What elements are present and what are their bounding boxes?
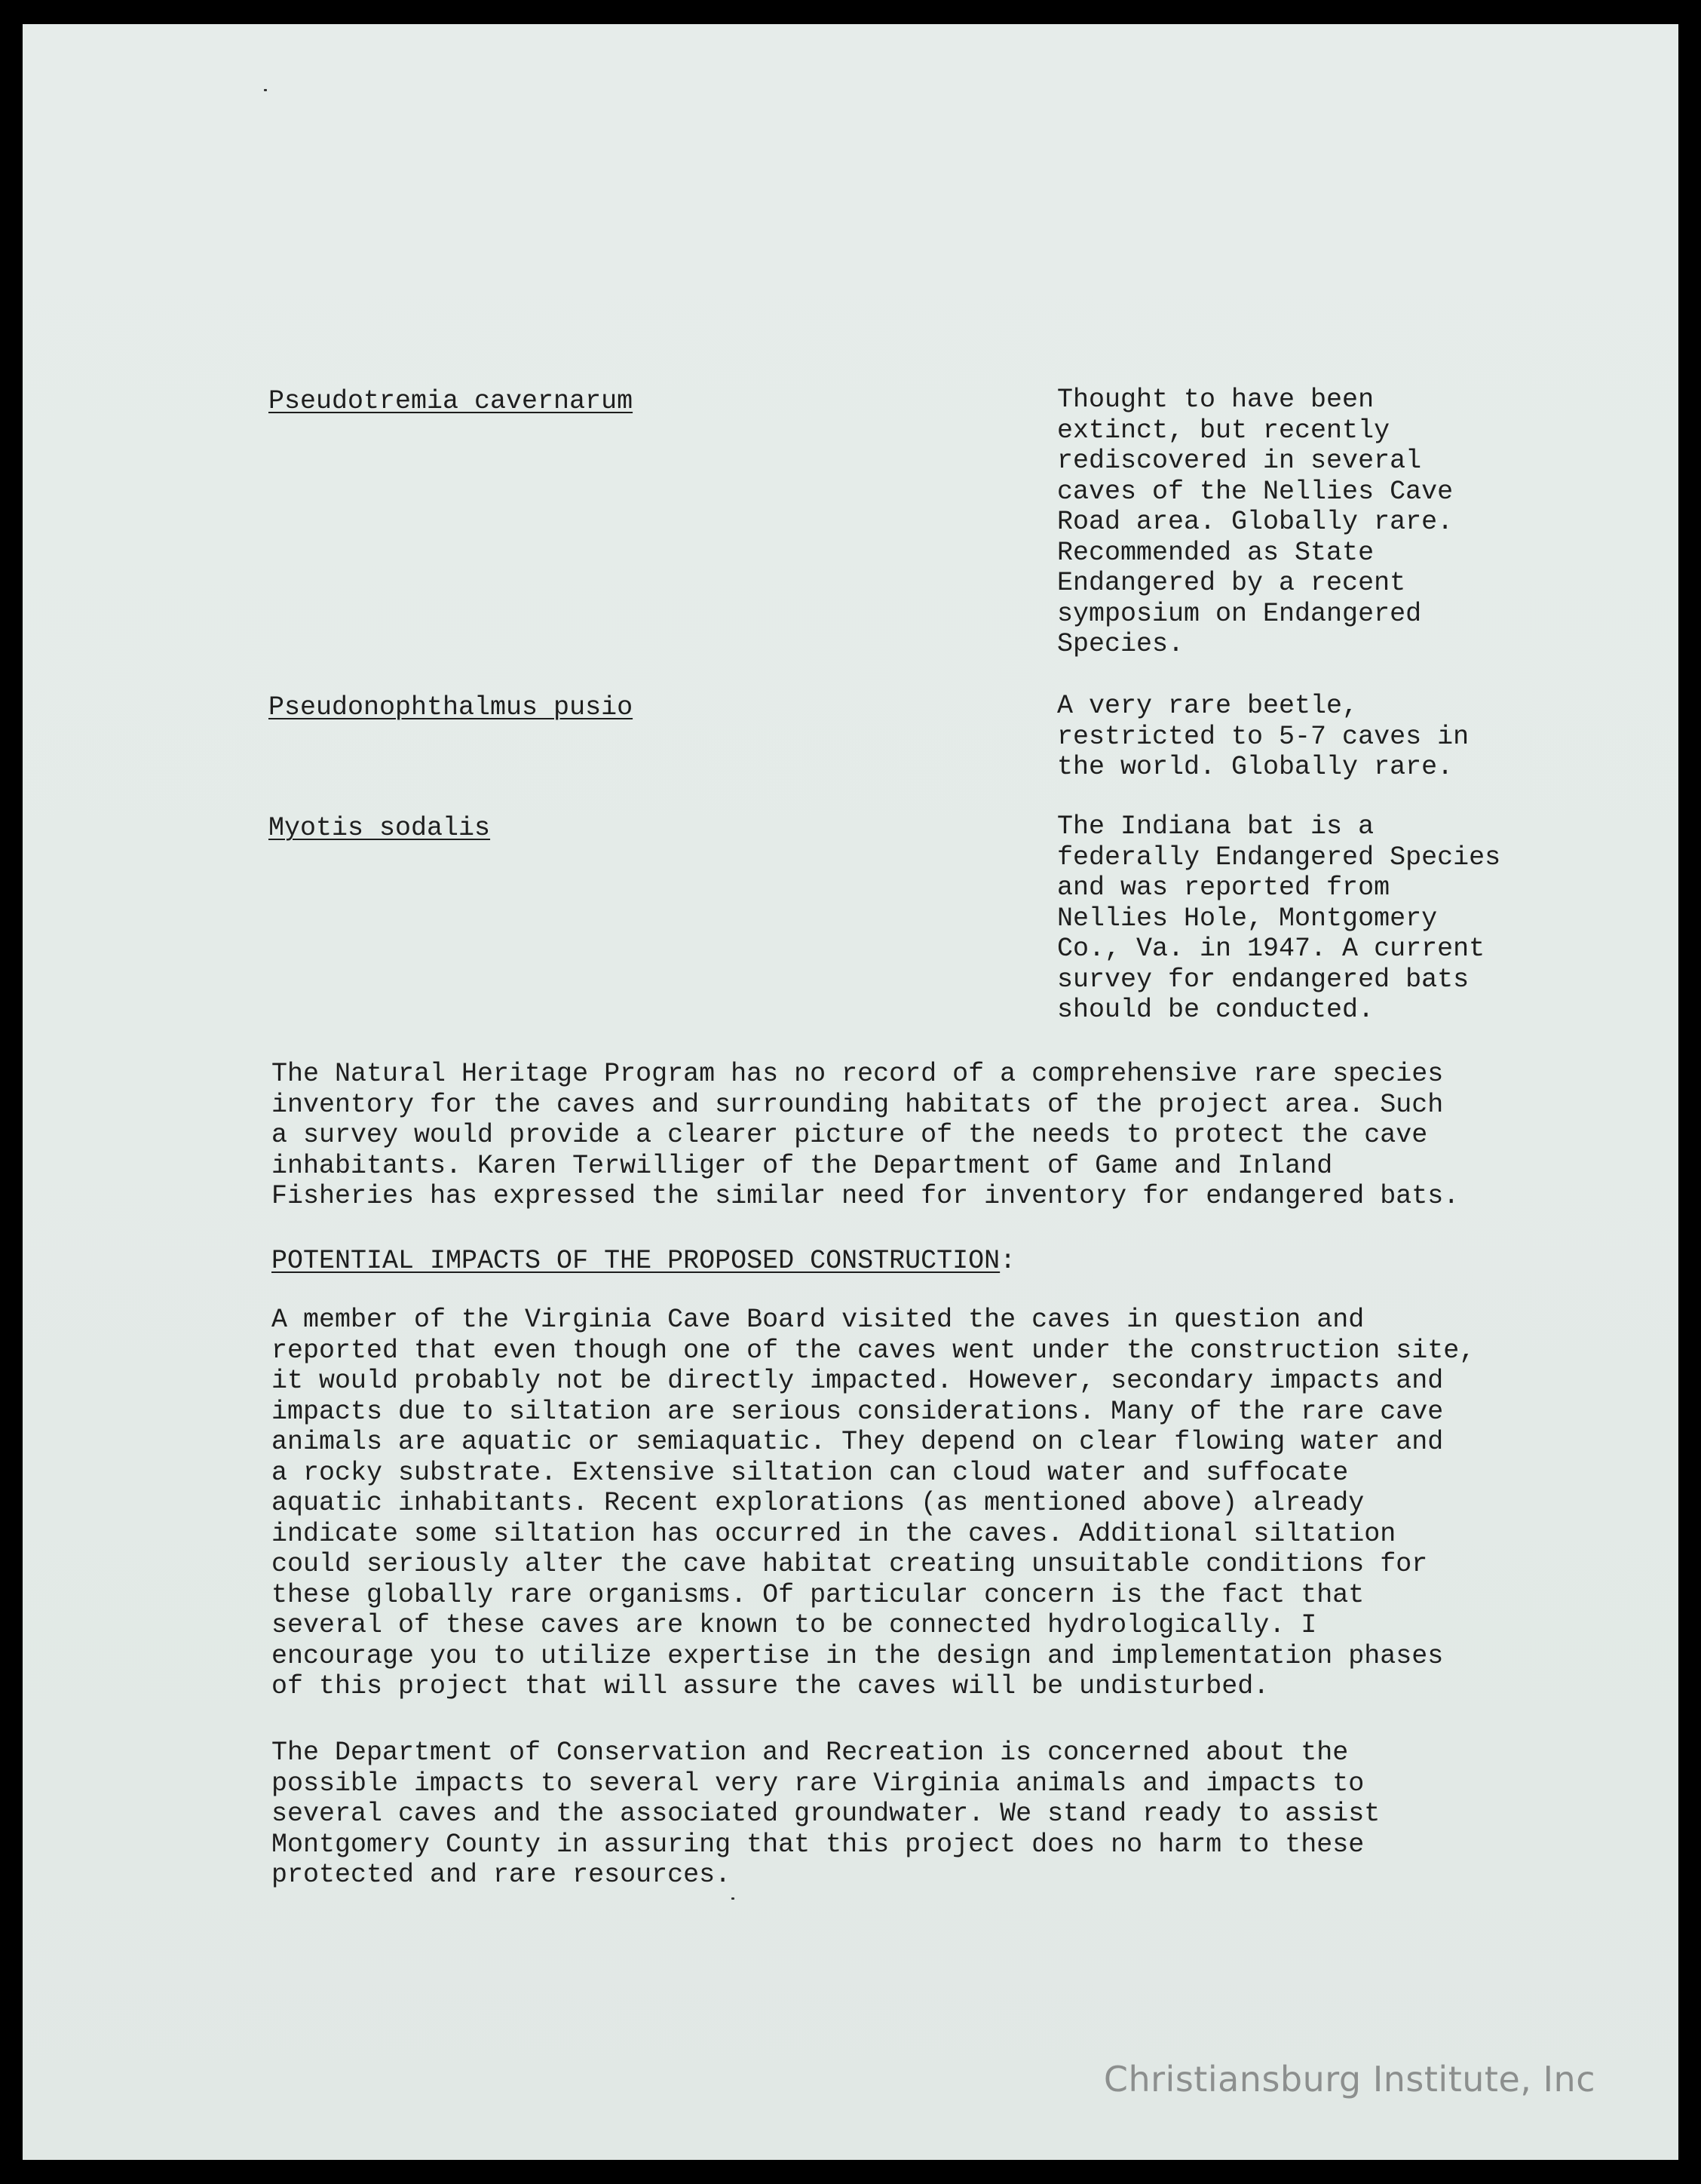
document-page (23, 24, 1678, 2160)
stray-ink-dot-top (264, 89, 267, 91)
watermark: Christiansburg Institute, Inc (1103, 2059, 1595, 2100)
impacts-heading (271, 1246, 1016, 1277)
species-note-myotis: The Indiana bat is a federally Endangered Species and was reported from Nellies Hole, Montgomery Co., Va. in 1947. A current survey for endangered bats should be conducted. (1057, 811, 1501, 1025)
inventory-paragraph: The Natural Heritage Program has no record of a comprehensive rare species inventory for the caves and surrounding habitats of the project area. Such a survey would provide a clearer picture of the needs to protect the cave inhabitants. Karen Terwilliger of the Department of Game and Inland Fisheries has expressed the similar need for inventory for endangered bats. (271, 1059, 1460, 1211)
species-note-pseudonophthalmus: A very rare beetle, restricted to 5-7 caves in the world. Globally rare. (1057, 691, 1470, 782)
closing-paragraph: The Department of Conservation and Recreation is concerned about the possible impacts to several very rare Virginia animals and impacts to several caves and the associated groundwater. We stand ready to assist Montgomery County in assuring that this project does no harm to these protected and rare resources. (271, 1738, 1381, 1890)
impacts-heading-colon: : (1000, 1246, 1016, 1276)
species-note-pseudotremia: Thought to have been extinct, but recently rediscovered in several caves of the Nellies Cave Road area. Globally rare. Recommended as State Endangered by a recent symposium on Endangered Species. (1057, 385, 1454, 659)
impacts-heading-text: POTENTIAL IMPACTS OF THE PROPOSED CONSTRUCTION (271, 1246, 1001, 1276)
species-name-pseudonophthalmus: Pseudonophthalmus pusio (268, 692, 633, 722)
species-name-myotis: Myotis sodalis (268, 813, 491, 843)
species-name-pseudotremia: Pseudotremia cavernarum (268, 386, 633, 416)
impacts-paragraph: A member of the Virginia Cave Board visited the caves in question and reported that even though one of the caves went under the construction site, it would probably not be directly impacted. However, secondary impacts and impacts due to siltation are serious considerations. Many of the rare cave animals are aquatic or semiaquatic. They depend on clear flowing water and a rocky substrate. Extensive siltation can cloud water and suffocate aquatic inhabitants. Recent explorations (as mentioned above) already indicate some siltation has occurred in the caves. Additional siltation could seriously alter the cave habitat creating unsuitable conditions for these globally rare organisms. Of particular concern is the fact that several of these caves are known to be connected hydrologically. I encourage you to utilize expertise in the design and implementation phases of this project that will assure the caves will be undisturbed. (271, 1305, 1476, 1701)
stray-ink-dot (731, 1897, 734, 1900)
